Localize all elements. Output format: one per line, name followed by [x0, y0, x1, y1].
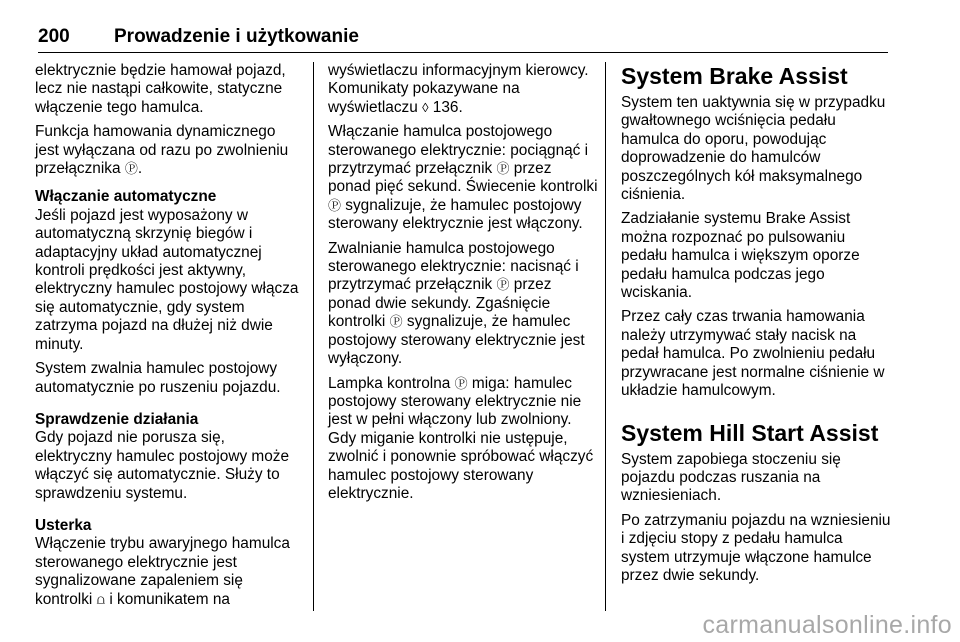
- paragraph: Zadziałanie systemu Brake Assist można rozpoznać po pulsowaniu pedału hamulca i większym oporze pedału hamulca podczas jego wciskania.: [621, 210, 860, 302]
- column-divider: [313, 62, 314, 611]
- paragraph: Jeśli pojazd jest wyposażony w automatyczną skrzynię biegów i adaptacyjny układ automatycznej kontroli prędkości jest aktywny, elektryczny hamulec postojowy włącza się automatycznie, gdy system zatrzyma pojazd na dłużej niż dwie minuty.: [35, 206, 299, 353]
- running-title: Prowadzenie i użytkowanie: [114, 26, 359, 47]
- parking-brake-icon: Ⓟ: [328, 197, 342, 213]
- column-2: [328, 62, 598, 509]
- paragraph: elektrycznie będzie hamował pojazd, lecz nie nastąpi całkowite, statyczne włączenie tego hamulca.: [35, 62, 286, 116]
- parking-brake-icon: Ⓟ: [389, 314, 403, 330]
- section-title: System Brake Assist: [621, 63, 848, 89]
- paragraph: Włączanie hamulca postojowego sterowanego elektrycznie: pociągnąć i przytrzymać przełącznik Ⓟ przez ponad pięć sekund. Świecenie kontrolki Ⓟ sygnalizuje, że hamulec postojowy sterowany elektrycznie jest włączony.: [328, 123, 598, 233]
- page-header: [38, 26, 888, 53]
- paragraph: System zwalnia hamulec postojowy automatycznie po ruszeniu pojazdu.: [35, 360, 281, 396]
- paragraph: wyświetlaczu informacyjnym kierowcy. Komunikaty pokazywane na wyświetlaczu ◊ 136.: [328, 62, 589, 116]
- paragraph: Po zatrzymaniu pojazdu na wzniesieniu i zdjęciu stopy z pedału hamulca system utrzymuje włączone hamulce przez dwie sekundy.: [621, 511, 891, 584]
- paragraph: Zwalnianie hamulca postojowego sterowanego elektrycznie: nacisnąć i przytrzymać przełącznik Ⓟ przez ponad dwie sekundy. Zgaśnięcie kontrolki Ⓟ sygnalizuje, że hamulec postojowy sterowany elektrycznie jest wyłączony.: [328, 239, 585, 368]
- paragraph: Gdy pojazd nie porusza się, elektryczny hamulec postojowy może włączyć się automatycznie. Służy to sprawdzeniu systemu.: [35, 429, 290, 502]
- fault-lamp-icon: ⩍: [96, 591, 106, 607]
- section-title: System Hill Start Assist: [621, 419, 879, 446]
- parking-brake-icon: Ⓟ: [454, 375, 468, 391]
- parking-brake-icon: Ⓟ: [496, 277, 510, 293]
- paragraph: Przez cały czas trwania hamowania należy utrzymywać stały nacisk na pedał hamulca. Po zwolnieniu pedału przywracane jest normalne ciśnienie w układzie hamulcowym.: [621, 308, 885, 400]
- paragraph: Włączenie trybu awaryjnego hamulca sterowanego elektrycznie jest sygnalizowane zapaleniem się kontrolki ⩍ i komunikatem na: [35, 535, 290, 608]
- paragraph: System ten uaktywnia się w przypadku gwałtownego wciśnięcia pedału hamulca do oporu, powodując doprowadzenie do hamulców poszczególnych kół maksymalnego ciśnienia.: [621, 94, 886, 204]
- column-divider: [605, 62, 606, 611]
- paragraph: Funkcja hamowania dynamicznego jest wyłączana od razu po zwolnieniu przełącznika Ⓟ.: [35, 123, 289, 178]
- page-number: 200: [38, 26, 70, 47]
- reference-arrow-icon: ◊: [422, 99, 429, 115]
- parking-brake-icon: Ⓟ: [496, 161, 510, 177]
- column-3: [621, 62, 891, 591]
- column-1: [35, 62, 303, 615]
- parking-brake-icon: Ⓟ: [124, 161, 138, 177]
- paragraph: System zapobiega stoczeniu się pojazdu podczas ruszania na wzniesieniach.: [621, 450, 841, 505]
- section-heading: Usterka: [35, 516, 92, 534]
- section-heading: Włączanie automatyczne: [35, 188, 217, 206]
- section-heading: Sprawdzenie działania: [35, 410, 199, 428]
- paragraph: Lampka kontrolna Ⓟ miga: hamulec postojowy sterowany elektrycznie nie jest w pełni włączony lub zwolniony. Gdy miganie kontrolki nie ustępuje, zwolnić i ponownie spróbować włączyć hamulec postojowy sterowany elektrycznie.: [328, 374, 594, 502]
- watermark: carmanualsonline.info: [702, 611, 952, 639]
